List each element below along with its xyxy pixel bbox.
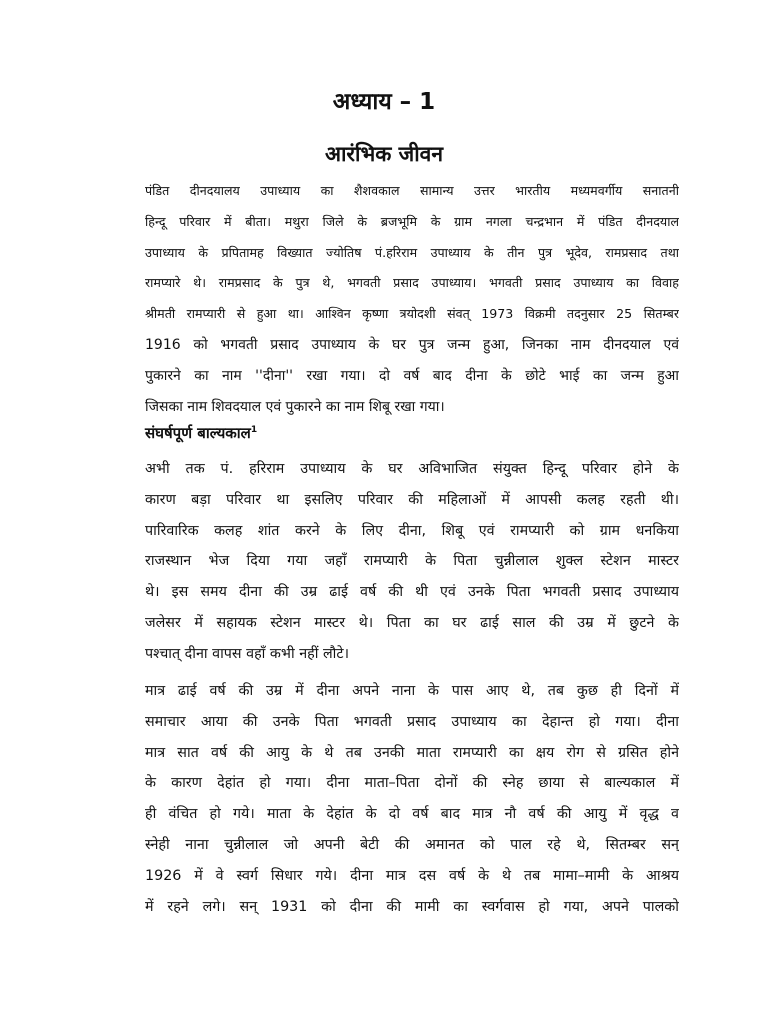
paragraph-line: जलेसर में सहायक स्टेशन मास्टर थे। पिता का घर ढाई साल की उम्र में छुटने के xyxy=(145,614,679,631)
paragraph-line: पारिवारिक कलह शांत करने के लिए दीना, शिबू एवं रामप्यारी को ग्राम धनकिया xyxy=(145,522,679,539)
paragraph-line: मात्र ढाई वर्ष की उम्र में दीना अपने नाना के पास आए थे, तब कुछ ही दिनों में xyxy=(145,683,679,699)
paragraph-line: श्रीमती रामप्यारी से हुआ था। आश्विन कृष्णा त्रयोदशी संवत् 1973 विक्रमी तदनुसार 25 सितम्बर xyxy=(145,306,679,322)
paragraph-line: ही वंचित हो गये। माता के देहांत के दो वर्ष बाद मात्र नौ वर्ष की आयु में वृद्ध व xyxy=(145,806,679,823)
paragraph-line: पुकारने का नाम ''दीना'' रखा गया। दो वर्ष बाद दीना के छोटे भाई का जन्म हुआ xyxy=(145,367,679,384)
paragraph-line: में रहने लगे। सन् 1931 को दीना की मामी का स्वर्गवास हो गया, अपने पालको xyxy=(145,898,679,915)
footnote-marker: 1 xyxy=(250,425,258,435)
paragraph-line: थे। इस समय दीना की उम्र ढाई वर्ष की थी एवं उनके पिता भगवती प्रसाद उपाध्याय xyxy=(145,584,679,601)
paragraph-bereavement xyxy=(145,676,679,922)
paragraph-line: हिन्दू परिवार में बीता। मथुरा जिले के ब्रजभूमि के ग्राम नगला चन्द्रभान में पंडित दीनदयाल xyxy=(145,213,679,229)
paragraph-line: समाचार आया की उनके पिता भगवती प्रसाद उपाध्याय का देहान्त हो गया। दीना xyxy=(145,713,679,730)
section-heading xyxy=(145,418,257,445)
paragraph-line: स्नेही नाना चुन्नीलाल जो अपनी बेटी की अमानत को पाल रहे थे, सितम्बर सन् xyxy=(145,836,679,853)
paragraph-line: रामप्यारे थे। रामप्रसाद के पुत्र थे, भगवती प्रसाद उपाध्याय। भगवती प्रसाद उपाध्याय का विवाह xyxy=(145,275,679,291)
paragraph-line: उपाध्याय के प्रपितामह विख्यात ज्योतिष पं.हरिराम उपाध्याय के तीन पुत्र भूदेव, रामप्रसाद तथा xyxy=(145,244,679,260)
chapter-number: अध्याय – 1 xyxy=(332,89,436,115)
paragraph-line: जिसका नाम शिवदयाल एवं पुकारने का नाम शिबू रखा गया। xyxy=(145,398,445,415)
paragraph-line: मात्र सात वर्ष की आयु के थे तब उनकी माता रामप्यारी का क्षय रोग से ग्रसित होने xyxy=(145,744,679,761)
paragraph-line: अभी तक पं. हरिराम उपाध्याय के घर अविभाजित संयुक्त हिन्दू परिवार होने के xyxy=(145,461,679,477)
paragraph-line: 1916 को भगवती प्रसाद उपाध्याय के घर पुत्र जन्म हुआ, जिनका नाम दीनदयाल एवं xyxy=(145,336,679,353)
paragraph-line: के कारण देहांत हो गया। दीना माता–पिता दोनों की स्नेह छाया से बाल्यकाल में xyxy=(145,775,679,792)
paragraph-line: 1926 में वे स्वर्ग सिधार गये। दीना मात्र दस वर्ष के थे तब मामा–मामी के आश्रय xyxy=(145,867,679,884)
paragraph-line: कारण बड़ा परिवार था इसलिए परिवार की महिलाओं में आपसी कलह रहती थी। xyxy=(145,491,679,508)
paragraph-line: पश्चात् दीना वापस वहाँ कभी नहीं लौटे। xyxy=(145,645,349,662)
chapter-title: आरंभिक जीवन xyxy=(324,142,444,166)
section-heading-text: संघर्षपूर्ण बाल्यकाल xyxy=(145,424,251,442)
paragraph-line: राजस्थान भेज दिया गया जहाँ रामप्यारी के पिता चुन्नीलाल शुक्ल स्टेशन मास्टर xyxy=(145,553,679,570)
paragraph-early-family xyxy=(145,176,679,422)
paragraph-line: पंडित दीनदयालय उपाध्याय का शैशवकाल सामान्य उत्तर भारतीय मध्यमवर्गीय सनातनी xyxy=(145,183,679,198)
paragraph-childhood-struggle xyxy=(145,454,679,670)
